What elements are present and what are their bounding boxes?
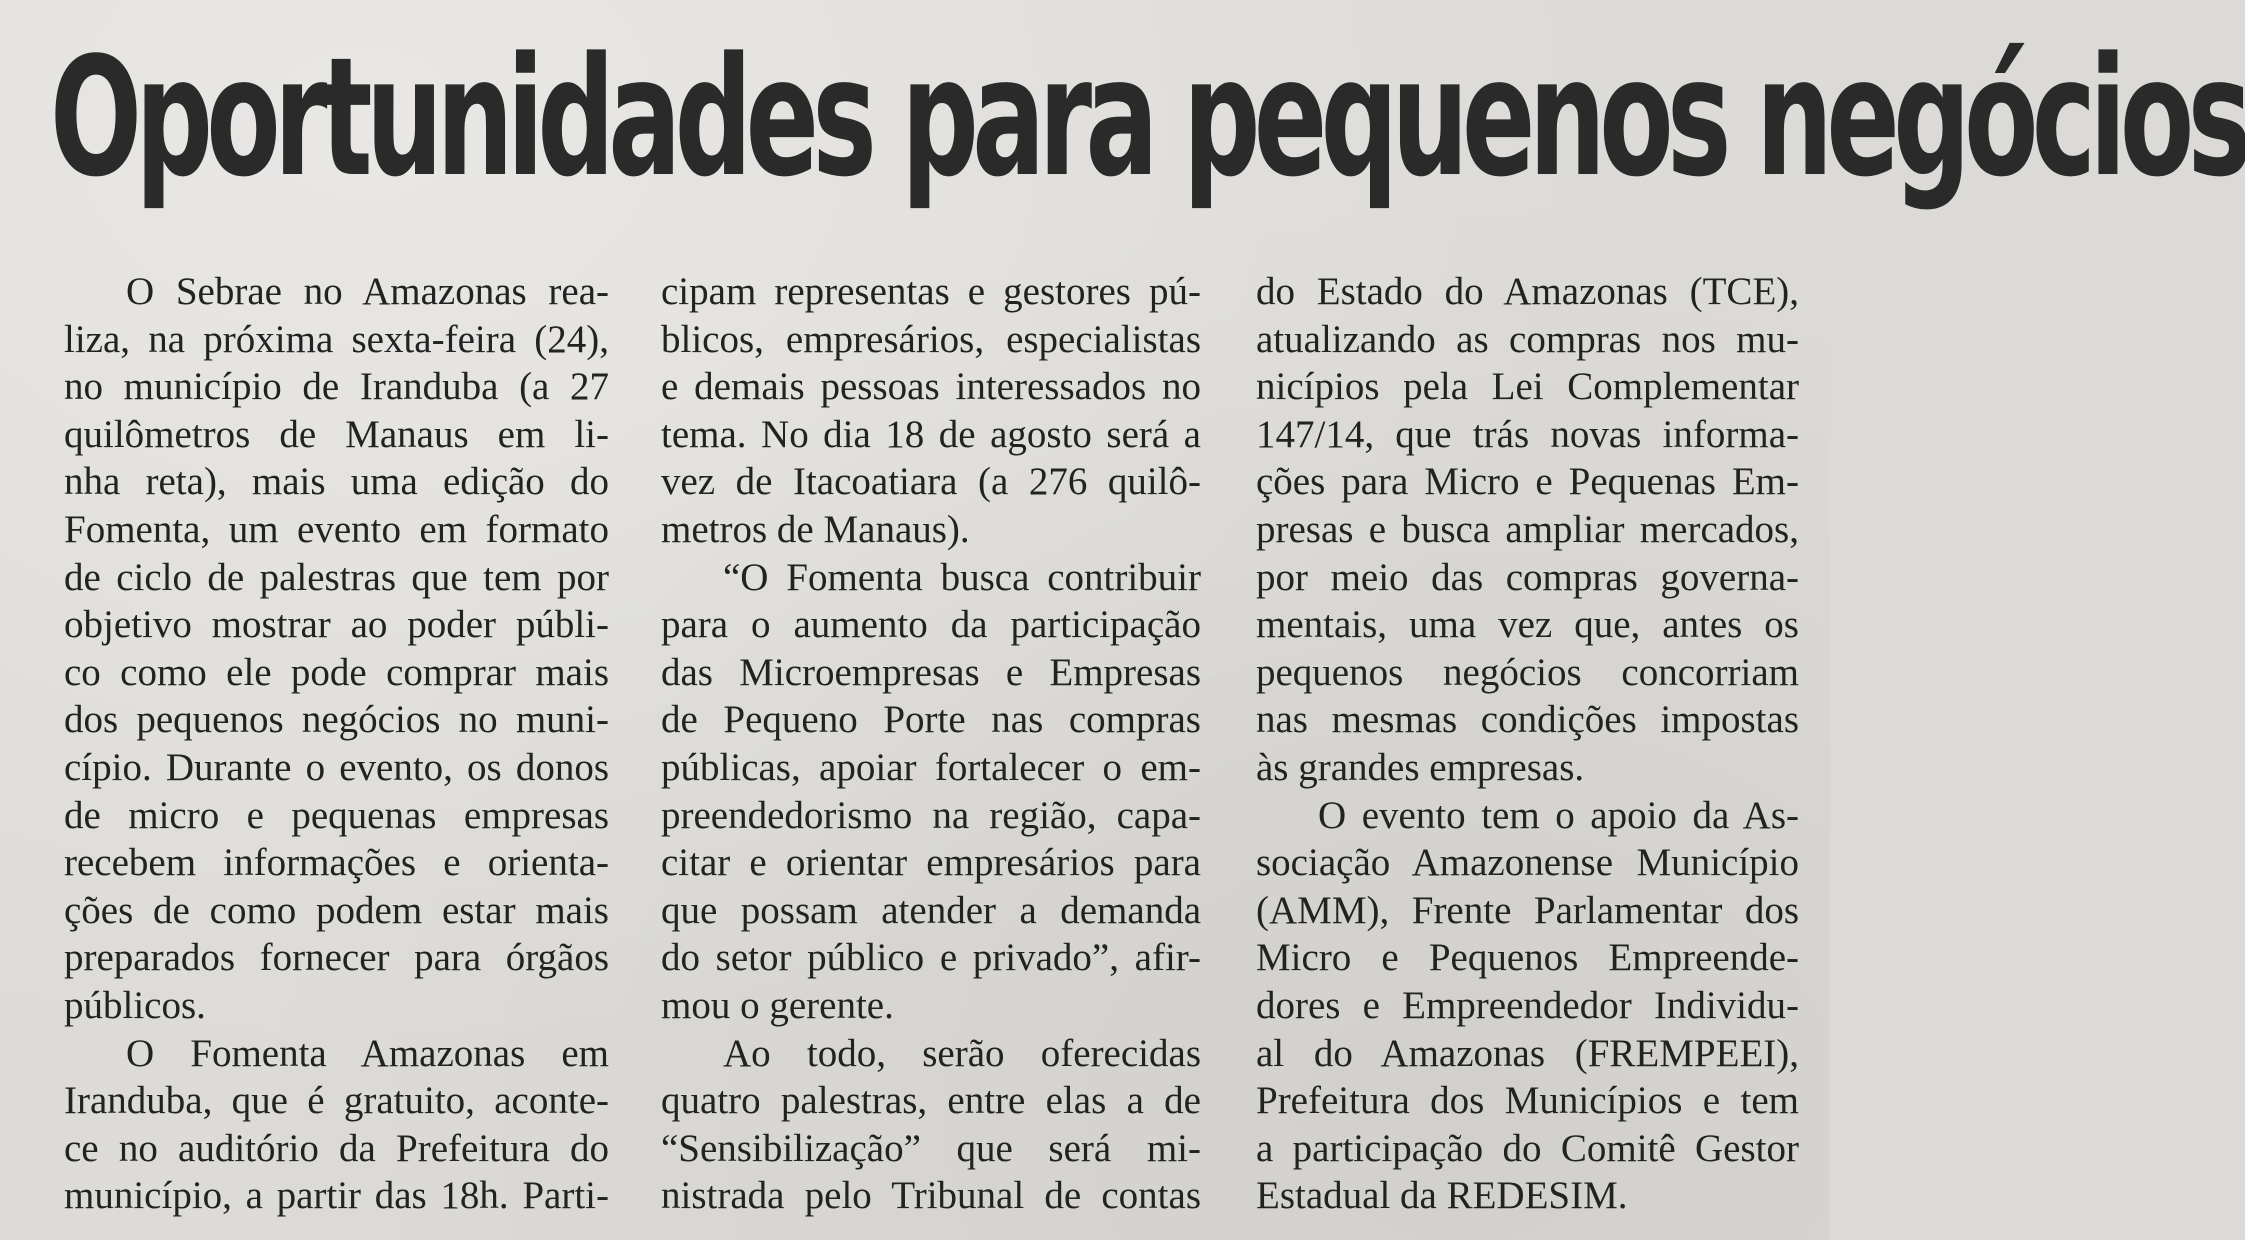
article-line: de ciclo de palestras que tem por (64, 555, 609, 599)
article-line: por meio das compras governa- (1256, 555, 1799, 599)
article-line: preendedorismo na região, capa- (661, 793, 1201, 837)
article-line: quilômetros de Manaus em li- (64, 412, 609, 456)
article-line: do Estado do Amazonas (TCE), (1256, 270, 1799, 313)
article-line: no município de Iranduba (a 27 (64, 365, 609, 409)
article-line: dores e Empreendedor Individu- (1256, 983, 1799, 1027)
article-line: ções para Micro e Pequenas Em- (1256, 460, 1799, 504)
article-line: al do Amazonas (FREMPEEI), (1256, 1031, 1799, 1075)
article-line: Micro e Pequenos Empreende- (1256, 936, 1799, 980)
article-line: co como ele pode comprar mais (64, 650, 609, 694)
article-line: Fomenta, um evento em formato (64, 507, 609, 551)
article-line: “Sensibilização” que será mi- (661, 1126, 1201, 1170)
article-line: preparados fornecer para órgãos (64, 936, 609, 980)
article-line: às grandes empresas. (1256, 745, 1585, 789)
article-line: dos pequenos negócios no muni- (64, 698, 609, 742)
article-line: metros de Manaus). (661, 507, 970, 551)
article-line: para o aumento da participação (661, 603, 1201, 647)
article-line: nicípios pela Lei Complementar (1256, 365, 1799, 409)
article-line: cipam representas e gestores pú- (661, 270, 1201, 313)
article-line: quatro palestras, entre elas a de (661, 1079, 1201, 1123)
article-line: públicas, apoiar fortalecer o em- (661, 745, 1201, 789)
article-line: liza, na próxima sexta-feira (24), (64, 317, 609, 361)
article-line: citar e orientar empresários para (661, 841, 1201, 885)
article-line: cípio. Durante o evento, os donos (64, 745, 609, 789)
article-line: Prefeitura dos Municípios e tem (1256, 1079, 1799, 1123)
article-line: (AMM), Frente Parlamentar dos (1256, 888, 1799, 932)
article-line: município, a partir das 18h. Parti- (64, 1174, 609, 1218)
article-line: Ao todo, serão oferecidas (723, 1031, 1201, 1075)
article-line: “O Fomenta busca contribuir (723, 555, 1201, 599)
article-line: nas mesmas condições impostas (1256, 698, 1799, 742)
article-line: mentais, uma vez que, antes os (1256, 603, 1799, 647)
article-line: O evento tem o apoio da As- (1318, 793, 1799, 837)
article-line: que possam atender a demanda (661, 888, 1201, 932)
article-line: sociação Amazonense Município (1256, 841, 1799, 885)
article-line: a participação do Comitê Gestor (1256, 1126, 1799, 1170)
article-column-2 (661, 268, 1201, 1220)
article-line: de micro e pequenas empresas (64, 793, 609, 837)
article-line: O Fomenta Amazonas em (126, 1031, 609, 1075)
article-line: vez de Itacoatiara (a 276 quilô- (661, 460, 1201, 504)
article-line: Estadual da REDESIM. (1256, 1174, 1628, 1218)
article-line: atualizando as compras nos mu- (1256, 317, 1799, 361)
article-line: recebem informações e orienta- (64, 841, 609, 885)
article-line: do setor público e privado”, afir- (661, 936, 1201, 980)
article-line: 147/14, que trás novas informa- (1256, 412, 1799, 456)
article-line: objetivo mostrar ao poder públi- (64, 603, 609, 647)
article-line: presas e busca ampliar mercados, (1256, 507, 1799, 551)
article-line: nistrada pelo Tribunal de contas (661, 1174, 1201, 1218)
article-line: Iranduba, que é gratuito, aconte- (64, 1079, 609, 1123)
article-line: mou o gerente. (661, 983, 894, 1027)
article-column-1 (64, 268, 609, 1220)
article-line: blicos, empresários, especialistas (661, 317, 1201, 361)
article-line: ce no auditório da Prefeitura do (64, 1126, 609, 1170)
article-line: nha reta), mais uma edição do (64, 460, 609, 504)
article-line: ções de como podem estar mais (64, 888, 609, 932)
article-line: das Microempresas e Empresas (661, 650, 1201, 694)
article-line: de Pequeno Porte nas compras (661, 698, 1201, 742)
article-column-3 (1256, 268, 1799, 1220)
article-line: pequenos negócios concorriam (1256, 650, 1799, 694)
article-line: O Sebrae no Amazonas rea- (126, 270, 609, 313)
article-line: tema. No dia 18 de agosto será a (661, 412, 1201, 456)
article-line: públicos. (64, 983, 206, 1027)
headline: Oportunidades para pequenos negócios (50, 22, 2245, 213)
article-line: e demais pessoas interessados no (661, 365, 1201, 409)
